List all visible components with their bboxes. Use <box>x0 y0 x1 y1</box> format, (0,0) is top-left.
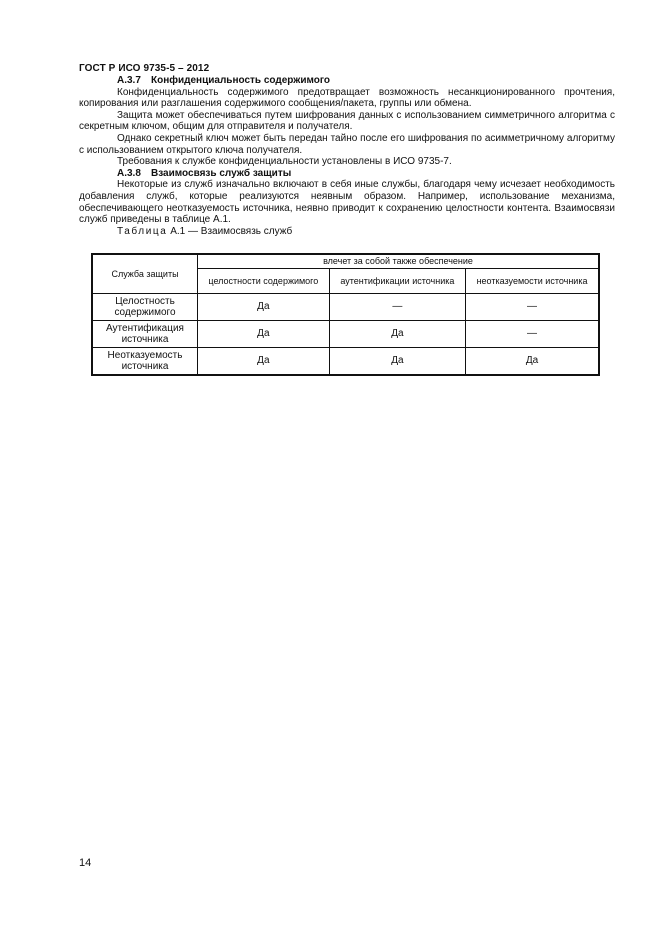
table-cell: — <box>329 294 465 321</box>
document-body <box>79 75 615 237</box>
table-cell: — <box>466 321 599 348</box>
table-row <box>92 321 599 348</box>
section-heading-a38 <box>79 168 615 180</box>
table-corner-header: Служба защиты <box>92 254 198 294</box>
table-row-label: Неотказуемость источника <box>92 348 198 376</box>
paragraph: Требования к службе конфиденциальности установлены в ИСО 9735-7. <box>117 156 452 168</box>
table-row-label: Аутентификация источника <box>92 321 198 348</box>
table-caption-prefix: Таблица <box>117 225 168 237</box>
table-cell: Да <box>198 321 330 348</box>
section-title: Конфиденциальность содержимого <box>151 75 331 86</box>
table-cell: Да <box>198 294 330 321</box>
table-row <box>92 294 599 321</box>
table-row-label: Целостность содержимого <box>92 294 198 321</box>
section-title: Взаимосвязь служб защиты <box>151 167 292 179</box>
section-number: А.3.8 <box>117 167 141 179</box>
table-group-header: влечет за собой также обеспечение <box>198 254 600 269</box>
table-cell: — <box>466 294 599 321</box>
section-number: А.3.7 <box>117 75 141 86</box>
table-cell: Да <box>329 348 465 376</box>
table-row <box>92 348 599 376</box>
document-header: ГОСТ Р ИСО 9735-5 – 2012 <box>79 63 210 74</box>
table-column-header: аутентификации источника <box>329 269 465 294</box>
services-table <box>91 253 600 376</box>
table-column-header: неотказуемости источника <box>466 269 599 294</box>
section-heading-a37 <box>79 75 615 87</box>
table-cell: Да <box>466 348 599 376</box>
table-caption-title: А.1 — Взаимосвязь служб <box>170 225 293 237</box>
paragraph: Однако секретный ключ может быть передан тайно после его шифрования по асимметричному алгоритму с использованием открытого ключа получателя. <box>79 132 615 156</box>
table-column-header: целостности содержимого <box>198 269 330 294</box>
paragraph: Конфиденциальность содержимого предотвращает возможность несанкционированного прочтения, копирования или разглашения содержимого сообщения/пакета, группы или обмена. <box>79 86 615 110</box>
table-cell: Да <box>198 348 330 376</box>
page-number: 14 <box>79 857 92 869</box>
table-cell: Да <box>329 321 465 348</box>
paragraph: Защита может обеспечиваться путем шифрования данных с использованием симметричного алгоритма с секретным ключом, общим для отправителя и получателя. <box>79 109 615 133</box>
table-caption <box>79 226 615 238</box>
paragraph: Некоторые из служб изначально включают в себя иные службы, благодаря чему исчезает необходимость добавления служб, которые реализуются неявным образом. Например, использование механизма, обеспечивающего неотказуемость источника, неявно приводит к сохранению целостности контента. Взаимосвязи служб приведены в таблице А.1. <box>79 179 615 226</box>
